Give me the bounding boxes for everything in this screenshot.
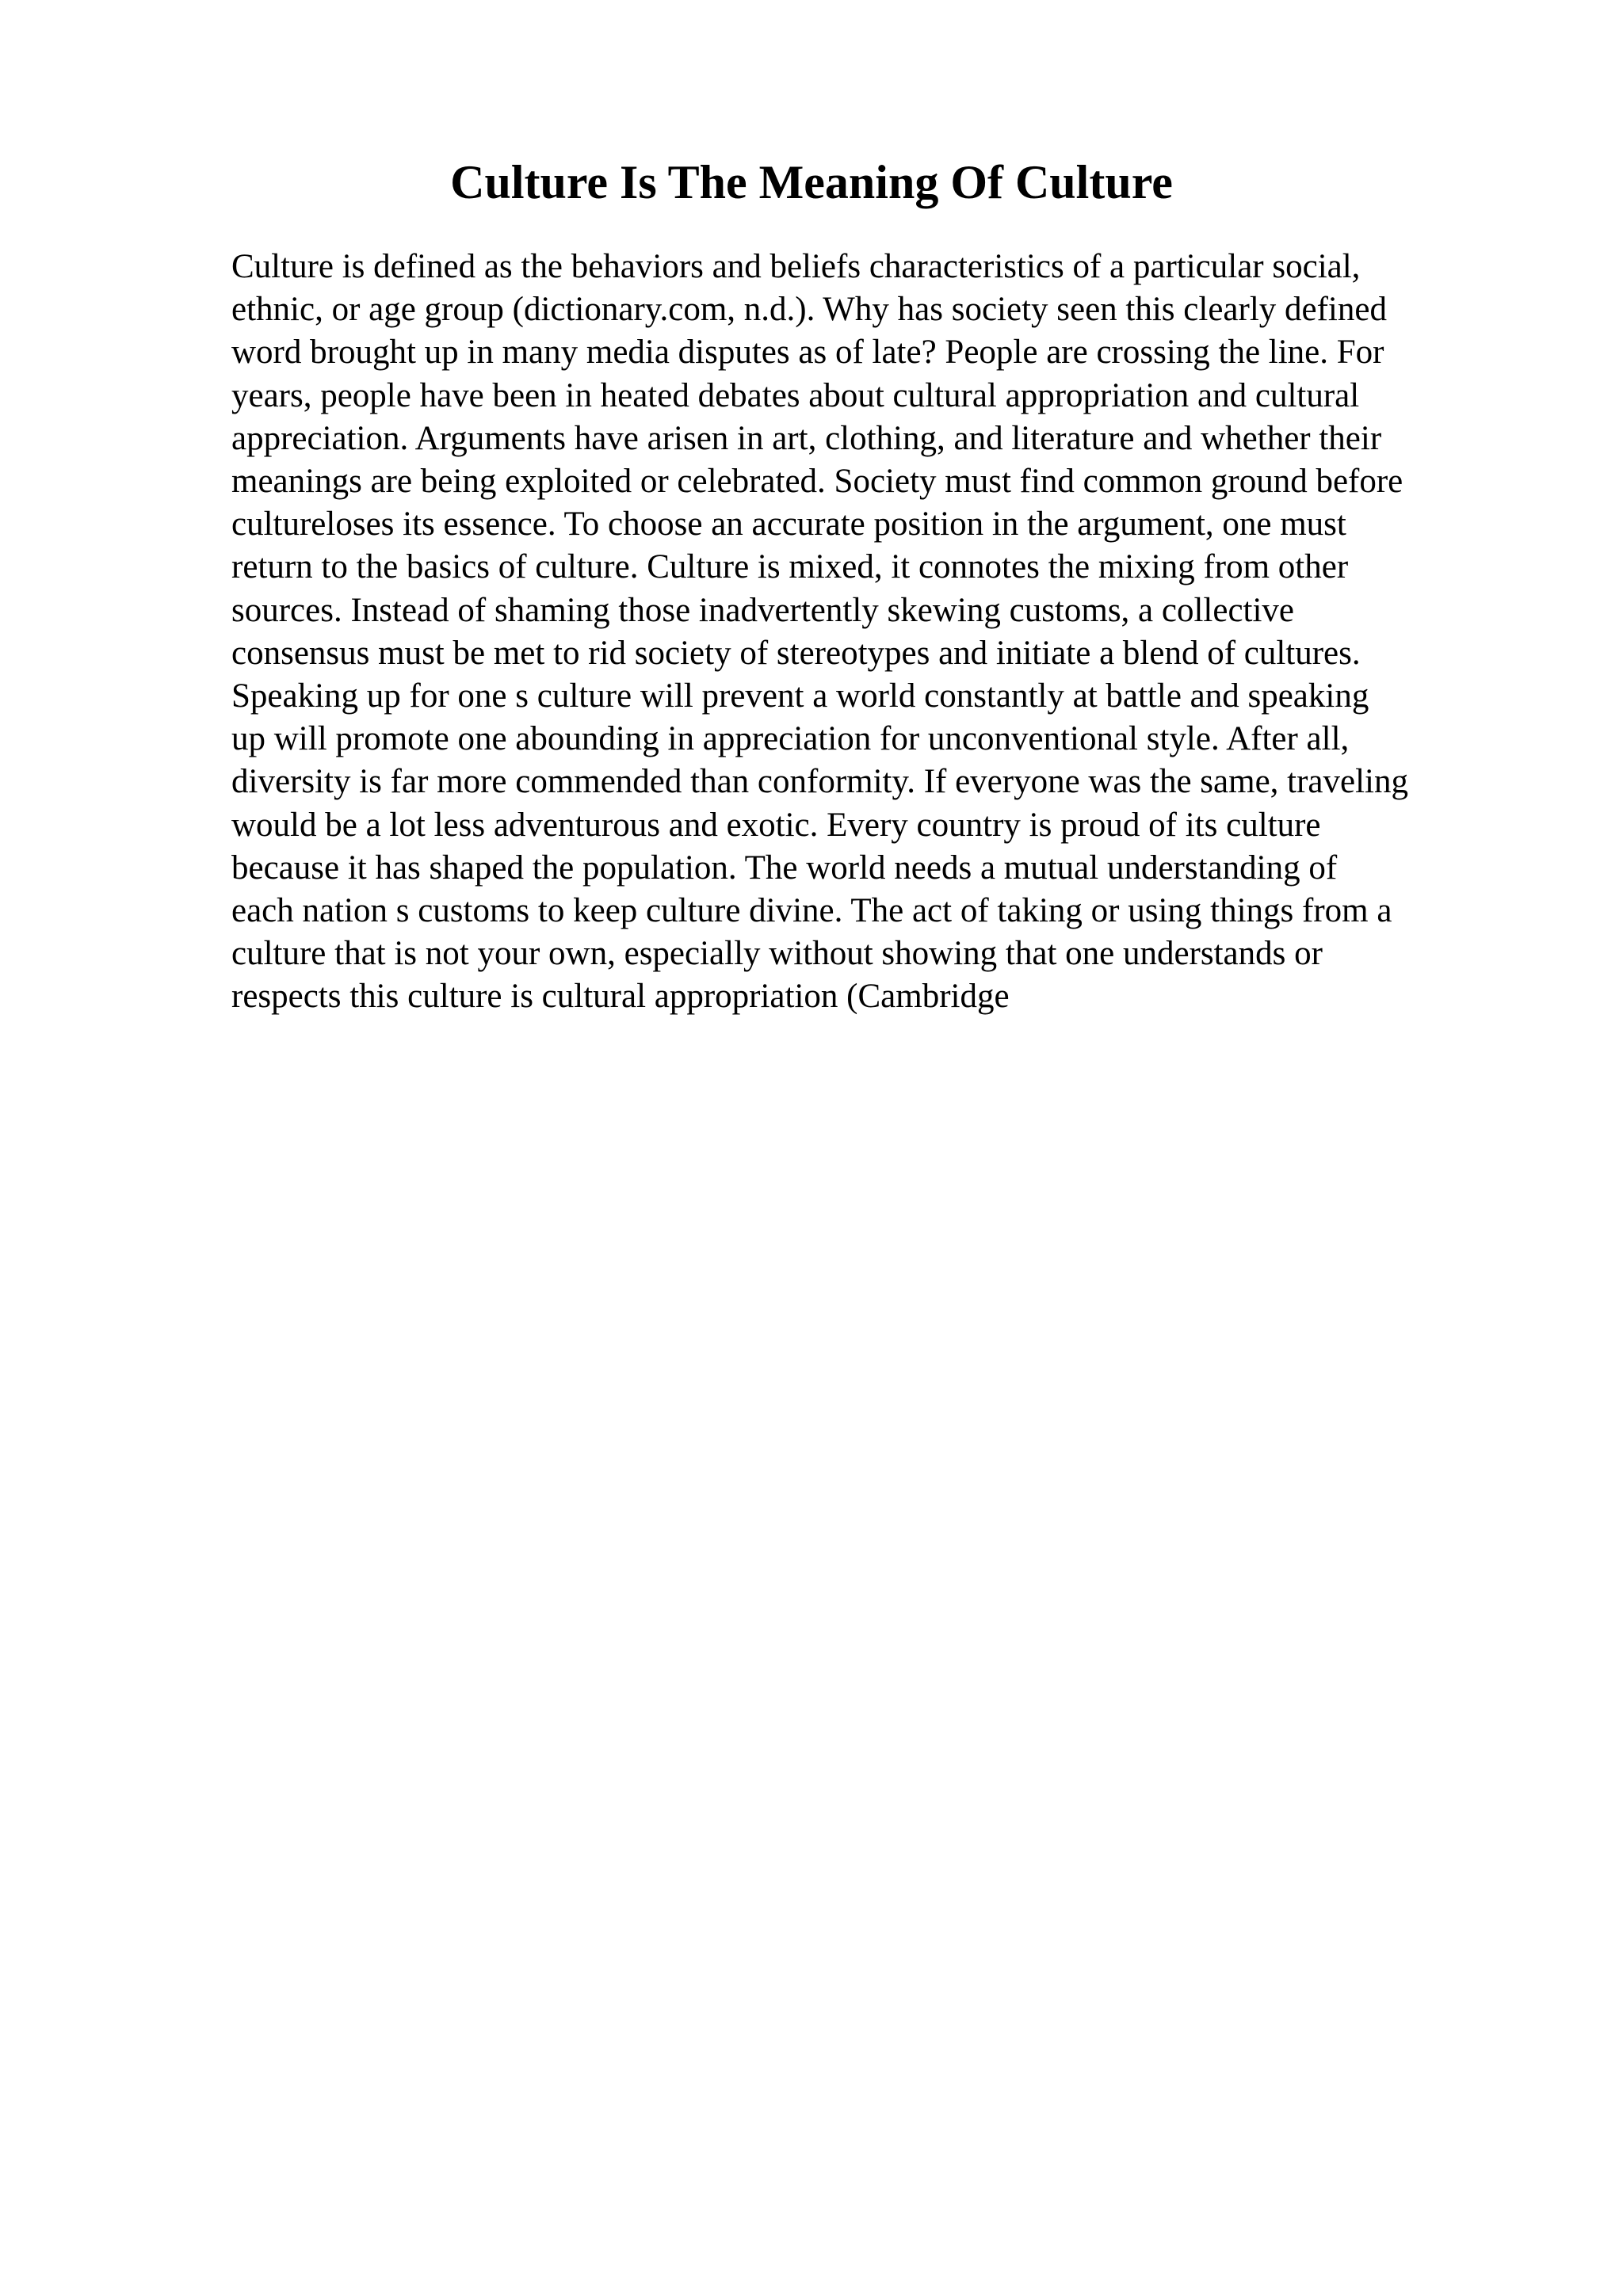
body-line: Culture is defined as the behaviors and beliefs characteristics of a particular social,	[231, 248, 1361, 285]
body-line: appreciation. Arguments have arisen in art, clothing, and literature and whether their	[231, 419, 1382, 457]
body-line: Speaking up for one s culture will prevent a world constantly at battle and speaking	[231, 677, 1369, 715]
body-line: respects this culture is cultural appropriation (Cambridge	[231, 978, 1010, 1016]
body-line: meanings are being exploited or celebrated. Society must find common ground before	[231, 463, 1403, 501]
body-line: up will promote one abounding in appreciation for unconventional style. After all,	[231, 720, 1350, 758]
body-line: because it has shaped the population. The world needs a mutual understanding of	[231, 849, 1338, 887]
body-line: return to the basics of culture. Culture is mixed, it connotes the mixing from other	[231, 548, 1349, 586]
body-line: years, people have been in heated debates about cultural appropriation and cultural	[231, 376, 1360, 414]
body-line: diversity is far more commended than conformity. If everyone was the same, traveling	[231, 763, 1408, 801]
body-line: would be a lot less adventurous and exotic. Every country is proud of its culture	[231, 806, 1321, 844]
body-line: cultureloses its essence. To choose an accurate position in the argument, one must	[231, 505, 1346, 543]
document-title: Culture Is The Meaning Of Culture	[450, 156, 1173, 208]
body-line: sources. Instead of shaming those inadvertently skewing customs, a collective	[231, 591, 1295, 629]
body-line: ethnic, or age group (dictionary.com, n.d.). Why has society seen this clearly defined	[231, 291, 1387, 329]
document-body	[231, 246, 1531, 1019]
body-line: word brought up in many media disputes as of late? People are crossing the line. For	[231, 334, 1384, 372]
body-line: each nation s customs to keep culture divine. The act of taking or using things from a	[231, 892, 1392, 930]
body-line: culture that is not your own, especially without showing that one understands or	[231, 935, 1323, 973]
body-line: consensus must be met to rid society of stereotypes and initiate a blend of cultures.	[231, 634, 1361, 672]
